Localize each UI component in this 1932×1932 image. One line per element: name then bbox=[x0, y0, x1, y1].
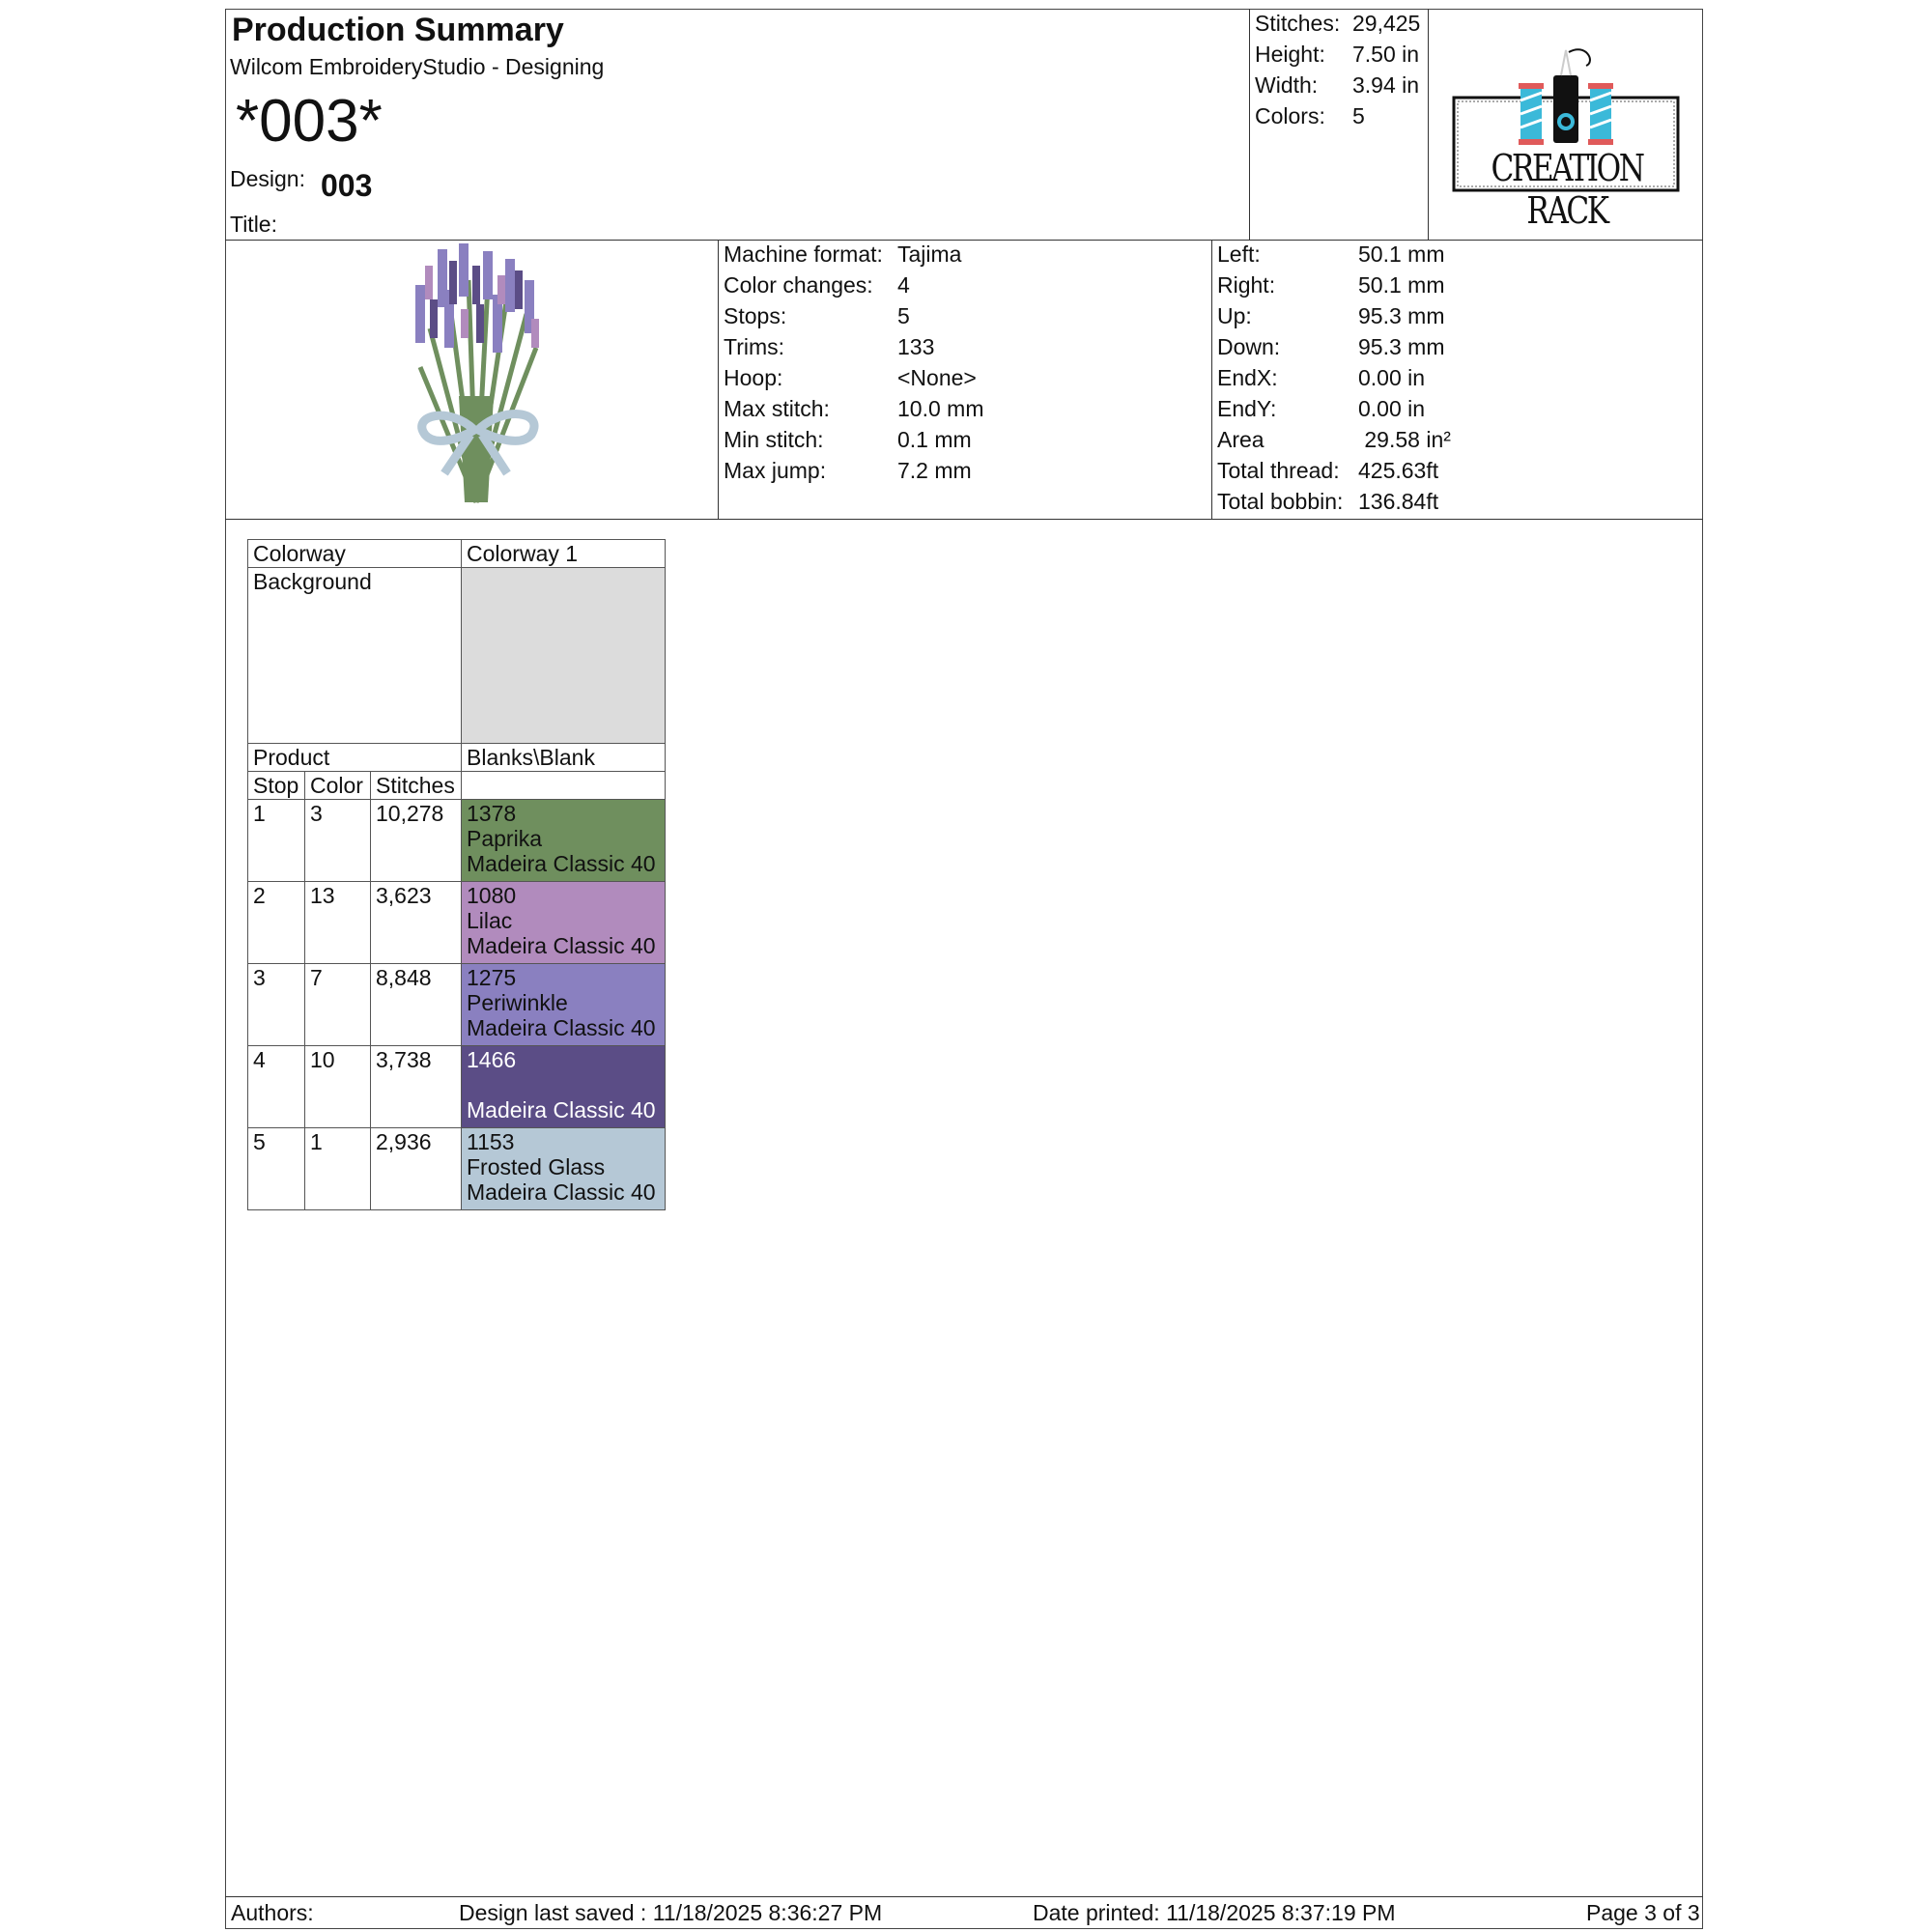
thread-brand: Madeira Classic 40 bbox=[467, 1015, 656, 1040]
dimension-value: 425.63ft bbox=[1358, 458, 1439, 483]
last-saved: Design last saved : 11/18/2025 8:36:27 PM bbox=[459, 1900, 883, 1925]
background-swatch bbox=[462, 568, 666, 744]
colorway-row bbox=[248, 540, 666, 568]
page-title: Production Summary bbox=[232, 12, 564, 48]
background-label: Background bbox=[248, 568, 462, 744]
stat-label: Colors: bbox=[1255, 103, 1325, 128]
thread-code: 1466 bbox=[467, 1047, 517, 1072]
thread-brand: Madeira Classic 40 bbox=[467, 1179, 656, 1205]
thread-swatch bbox=[462, 800, 666, 882]
dimension-value: 95.3 mm bbox=[1358, 303, 1445, 328]
design-value: 003 bbox=[321, 168, 373, 203]
table-row bbox=[248, 882, 666, 964]
header-stitches: Stitches bbox=[371, 772, 462, 800]
creation-rack-logo bbox=[1451, 43, 1683, 232]
design-label: Design: bbox=[230, 166, 305, 191]
table-row bbox=[248, 1128, 666, 1210]
table-row bbox=[248, 1046, 666, 1128]
dimension-value: 50.1 mm bbox=[1358, 272, 1445, 298]
machine-label: Hoop: bbox=[724, 365, 783, 390]
authors-label: Authors: bbox=[231, 1900, 314, 1925]
stop-cell: 5 bbox=[248, 1128, 305, 1210]
dimension-value: 136.84ft bbox=[1358, 489, 1439, 514]
thread-code: 1275 bbox=[467, 965, 517, 990]
dimension-label: Down: bbox=[1217, 334, 1281, 359]
logo-text: CREATION RACK bbox=[1491, 147, 1643, 232]
design-name-large: *003* bbox=[236, 88, 383, 155]
title-label: Title: bbox=[230, 212, 277, 237]
table-row bbox=[248, 964, 666, 1046]
product-value: Blanks\Blank bbox=[462, 744, 666, 772]
thread-swatch bbox=[462, 1046, 666, 1128]
stat-value: 3.94 in bbox=[1352, 72, 1420, 98]
color-cell: 1 bbox=[305, 1128, 371, 1210]
machine-label: Max jump: bbox=[724, 458, 827, 483]
table-header-row bbox=[248, 772, 666, 800]
dimension-label: Up: bbox=[1217, 303, 1252, 328]
dimension-label: Total bobbin: bbox=[1217, 489, 1344, 514]
table-row bbox=[248, 800, 666, 882]
machine-divider bbox=[1211, 240, 1212, 520]
color-cell: 7 bbox=[305, 964, 371, 1046]
subtitle: Wilcom EmbroideryStudio - Designing bbox=[230, 54, 605, 79]
stat-label: Width: bbox=[1255, 72, 1319, 98]
stop-cell: 2 bbox=[248, 882, 305, 964]
product-row bbox=[248, 744, 666, 772]
dimension-value: 0.00 in bbox=[1358, 396, 1426, 421]
color-cell: 3 bbox=[305, 800, 371, 882]
stitches-cell: 3,623 bbox=[371, 882, 462, 964]
stop-cell: 4 bbox=[248, 1046, 305, 1128]
stitches-cell: 2,936 bbox=[371, 1128, 462, 1210]
color-cell: 10 bbox=[305, 1046, 371, 1128]
thread-name bbox=[467, 1072, 660, 1097]
thread-name: Periwinkle bbox=[467, 990, 568, 1015]
thread-code: 1080 bbox=[467, 883, 517, 908]
dimension-label: EndX: bbox=[1217, 365, 1278, 390]
stitches-cell: 8,848 bbox=[371, 964, 462, 1046]
machine-value: 10.0 mm bbox=[897, 396, 984, 421]
dimension-value: 95.3 mm bbox=[1358, 334, 1445, 359]
design-preview bbox=[391, 242, 560, 517]
machine-label: Max stitch: bbox=[724, 396, 830, 421]
machine-value: Tajima bbox=[897, 242, 962, 267]
product-label: Product bbox=[248, 744, 462, 772]
preview-divider bbox=[718, 240, 719, 520]
thread-name: Lilac bbox=[467, 908, 513, 933]
stats-divider-right bbox=[1428, 9, 1429, 241]
info-divider bbox=[225, 519, 1703, 520]
background-row bbox=[248, 568, 666, 744]
stop-cell: 3 bbox=[248, 964, 305, 1046]
footer-divider bbox=[225, 1896, 1703, 1897]
thread-swatch bbox=[462, 882, 666, 964]
machine-value: 4 bbox=[897, 272, 910, 298]
dimension-value: 0.00 in bbox=[1358, 365, 1426, 390]
header-thread bbox=[462, 772, 666, 800]
thread-name: Paprika bbox=[467, 826, 542, 851]
colorway-value: Colorway 1 bbox=[462, 540, 666, 568]
stat-label: Height: bbox=[1255, 42, 1325, 67]
colorway-label: Colorway bbox=[248, 540, 462, 568]
thread-swatch bbox=[462, 964, 666, 1046]
stat-value: 7.50 in bbox=[1352, 42, 1420, 67]
machine-value: <None> bbox=[897, 365, 977, 390]
dimension-value: 50.1 mm bbox=[1358, 242, 1445, 267]
machine-label: Stops: bbox=[724, 303, 787, 328]
header-divider bbox=[225, 240, 1703, 241]
thread-name: Frosted Glass bbox=[467, 1154, 606, 1179]
thread-code: 1378 bbox=[467, 801, 517, 826]
machine-value: 0.1 mm bbox=[897, 427, 972, 452]
dimension-label: Total thread: bbox=[1217, 458, 1340, 483]
colorway-table bbox=[247, 539, 666, 1210]
thread-code: 1153 bbox=[467, 1129, 515, 1154]
stat-value: 29,425 bbox=[1352, 11, 1421, 36]
page-number: Page 3 of 3 bbox=[1586, 1900, 1700, 1925]
color-cell: 13 bbox=[305, 882, 371, 964]
lavender-bouquet-icon bbox=[391, 242, 560, 517]
date-printed: Date printed: 11/18/2025 8:37:19 PM bbox=[1033, 1900, 1396, 1925]
stat-label: Stitches: bbox=[1255, 11, 1341, 36]
header-color: Color bbox=[305, 772, 371, 800]
stitches-cell: 3,738 bbox=[371, 1046, 462, 1128]
thread-brand: Madeira Classic 40 bbox=[467, 851, 656, 876]
stat-value: 5 bbox=[1352, 103, 1365, 128]
dimension-label: EndY: bbox=[1217, 396, 1277, 421]
dimension-label: Area bbox=[1217, 427, 1264, 452]
dimension-label: Right: bbox=[1217, 272, 1276, 298]
dimension-label: Left: bbox=[1217, 242, 1261, 267]
machine-value: 133 bbox=[897, 334, 935, 359]
machine-label: Min stitch: bbox=[724, 427, 824, 452]
machine-label: Trims: bbox=[724, 334, 785, 359]
machine-value: 5 bbox=[897, 303, 910, 328]
stitches-cell: 10,278 bbox=[371, 800, 462, 882]
machine-label: Machine format: bbox=[724, 242, 883, 267]
header-stop: Stop bbox=[248, 772, 305, 800]
thread-swatch bbox=[462, 1128, 666, 1210]
thread-brand: Madeira Classic 40 bbox=[467, 1097, 656, 1122]
thread-brand: Madeira Classic 40 bbox=[467, 933, 656, 958]
stats-divider-left bbox=[1249, 9, 1250, 241]
dimension-value: 29.58 in² bbox=[1358, 427, 1451, 452]
machine-value: 7.2 mm bbox=[897, 458, 972, 483]
machine-label: Color changes: bbox=[724, 272, 873, 298]
stop-cell: 1 bbox=[248, 800, 305, 882]
